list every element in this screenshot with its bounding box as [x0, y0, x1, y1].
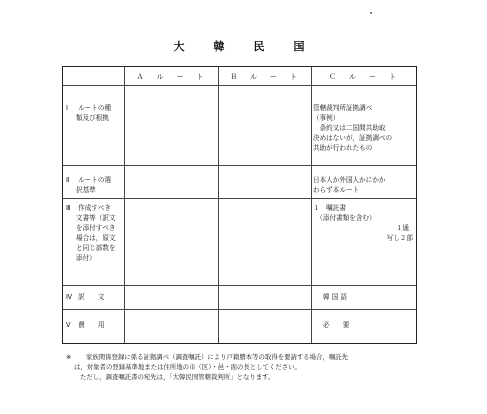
footnote [66, 352, 466, 382]
row-number: Ⅴ [66, 321, 71, 329]
row-number: Ⅱ [66, 176, 70, 184]
column-header-b: Ｂ ル ー ト [230, 73, 300, 81]
table-rule [63, 198, 416, 199]
table-rule [63, 309, 416, 310]
row-iii-c-cell: １ 嘱託書 （添付書類を含む） １通 写し２部 [313, 204, 413, 242]
row-label-translation: Ⅳ 訳 文 [66, 293, 105, 301]
page-title: 大 韓 民 国 [173, 40, 314, 53]
footnote-line: ただし，調査嘱託書の宛先は，「大韓民国管轄裁判所」となります。 [80, 373, 275, 381]
row-number: Ⅰ [66, 104, 68, 112]
table-rule [218, 67, 219, 343]
row-number: Ⅲ [66, 204, 71, 212]
row-number: Ⅳ [66, 293, 73, 301]
table-rule [124, 67, 125, 343]
row-label-route-type: Ⅰ ルートの種 類及び根拠 [66, 104, 112, 122]
row-label-selection-criteria: Ⅱ ルートの選 択基準 [66, 176, 112, 194]
table-rule [63, 285, 416, 286]
footnote-line: 家族関係登録に係る証拠調べ（調査嘱託）により戸籍謄本等の取得を要請する場合，嘱託先 [86, 353, 349, 361]
note-mark: ※ [66, 353, 72, 361]
table-rule [63, 165, 416, 166]
scan-speck [370, 12, 372, 14]
row-i-c-cell: 管轄裁判所証拠調べ （事例） 条約又は二国間共助取 決めはないが，証拠調べの 共助が行われたもの [313, 104, 393, 152]
footnote-line: は，対象者の登録基準地または住所地の市（区）・邑・面の長としてください。 [74, 363, 301, 371]
row-label-documents: Ⅲ 作成すべき 文書等（訳文 を添付すべき 場合は，原文 と同じ部数を 添付） [66, 204, 116, 262]
column-header-a: Ａ ル ー ト [136, 73, 207, 81]
row-v-c-cell: 必 要 [323, 321, 350, 329]
route-table [62, 66, 417, 344]
row-ii-c-cell: 日本人か外国人かにかか わらず本ルート [313, 176, 386, 194]
column-header-c: Ｃ ル ー ト [329, 73, 399, 81]
table-rule [63, 85, 416, 86]
row-label-costs: Ⅴ 費 用 [66, 321, 105, 329]
row-iv-c-cell: 韓 国 語 [323, 293, 347, 301]
table-rule [311, 67, 312, 343]
